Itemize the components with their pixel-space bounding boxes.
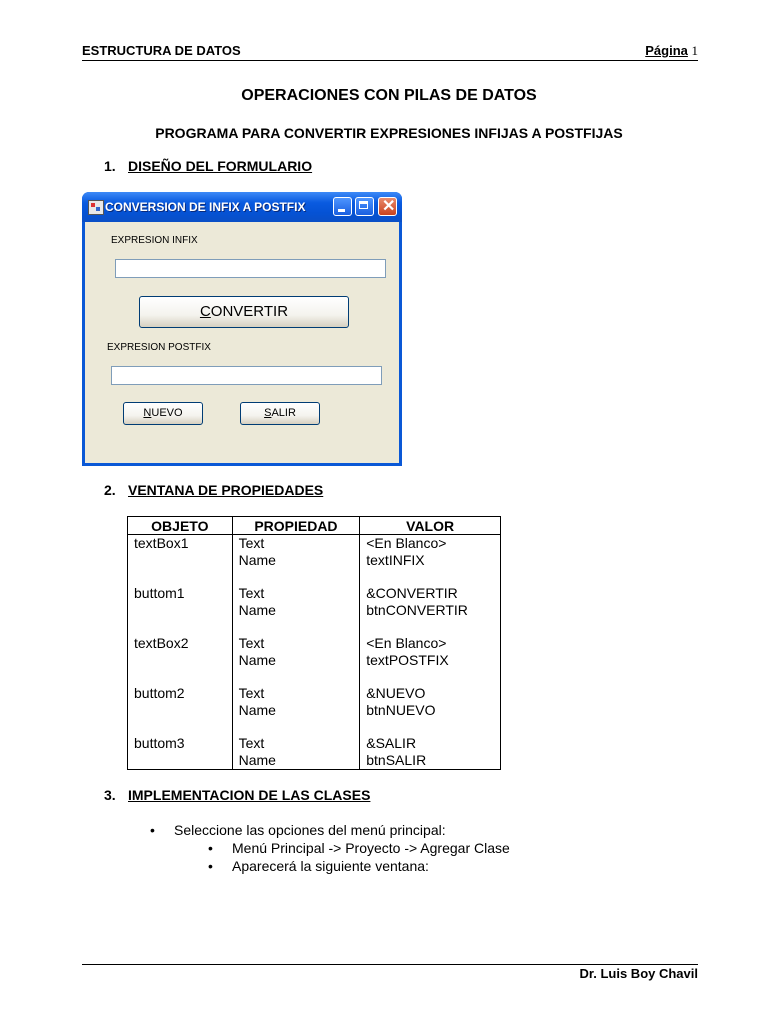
- property-cell: Text: [232, 535, 360, 553]
- salir-button[interactable]: [240, 402, 320, 425]
- property-cell: Text: [232, 585, 360, 602]
- header-page-label: Página: [645, 43, 688, 58]
- value-cell: &CONVERTIR: [360, 585, 501, 602]
- column-header: VALOR: [360, 517, 501, 535]
- table-header-row: [128, 517, 501, 535]
- header-page-number: 1: [691, 43, 698, 58]
- nuevo-mnemonic: N: [143, 407, 152, 419]
- minimize-icon[interactable]: [333, 197, 352, 216]
- close-icon[interactable]: ✕: [378, 197, 397, 216]
- table-row: [128, 652, 501, 669]
- nuevo-button[interactable]: [123, 402, 203, 425]
- postfix-label: EXPRESION POSTFIX: [107, 342, 211, 353]
- object-cell: buttom1: [128, 585, 233, 602]
- value-cell: textPOSTFIX: [360, 652, 501, 669]
- infix-input[interactable]: [115, 259, 386, 278]
- header-rule: [82, 60, 698, 61]
- bullet-text: Seleccione las opciones del menú principal:: [174, 822, 446, 838]
- postfix-input[interactable]: [111, 366, 382, 385]
- value-cell: <En Blanco>: [360, 635, 501, 652]
- value-cell: <En Blanco>: [360, 535, 501, 553]
- column-header: PROPIEDAD: [232, 517, 360, 535]
- value-cell: &NUEVO: [360, 685, 501, 702]
- footer-author: Dr. Luis Boy Chavil: [579, 966, 698, 981]
- form-title: CONVERSION DE INFIX A POSTFIX: [105, 200, 306, 214]
- table-row: [128, 535, 501, 553]
- object-cell: textBox2: [128, 635, 233, 652]
- convert-button[interactable]: [139, 296, 349, 328]
- document-subtitle: PROGRAMA PARA CONVERTIR EXPRESIONES INFIJAS A POSTFIJAS: [155, 125, 623, 141]
- value-cell: btnSALIR: [360, 752, 501, 770]
- value-cell: &SALIR: [360, 735, 501, 752]
- property-cell: Name: [232, 752, 360, 770]
- property-cell: Name: [232, 652, 360, 669]
- bullet-icon: •: [208, 840, 213, 856]
- header-course-title: ESTRUCTURA DE DATOS: [82, 43, 241, 58]
- object-cell: textBox1: [128, 535, 233, 553]
- convert-label: ONVERTIR: [210, 303, 289, 320]
- bullet-text: Aparecerá la siguiente ventana:: [232, 858, 429, 874]
- table-row: [128, 685, 501, 702]
- property-cell: Text: [232, 685, 360, 702]
- header-page: [645, 43, 698, 59]
- nuevo-label: UEVO: [151, 407, 183, 419]
- table-row: [128, 585, 501, 602]
- properties-table: [127, 516, 501, 770]
- table-row: [128, 552, 501, 569]
- table-row: [128, 702, 501, 719]
- convert-mnemonic: C: [199, 303, 211, 320]
- property-cell: Name: [232, 602, 360, 619]
- maximize-icon[interactable]: [355, 197, 374, 216]
- section-title: DISEÑO DEL FORMULARIO: [128, 158, 313, 174]
- table-row: [128, 635, 501, 652]
- section-title: IMPLEMENTACION DE LAS CLASES: [128, 787, 371, 803]
- section-2-heading: [104, 482, 323, 498]
- document-title: OPERACIONES CON PILAS DE DATOS: [241, 87, 537, 104]
- section-title: VENTANA DE PROPIEDADES: [128, 482, 324, 498]
- section-number: 1.: [104, 158, 116, 174]
- bullet-icon: •: [150, 822, 155, 838]
- bullet-text: Menú Principal -> Proyecto -> Agregar Clase: [232, 840, 510, 856]
- salir-mnemonic: S: [264, 407, 272, 419]
- value-cell: btnCONVERTIR: [360, 602, 501, 619]
- property-cell: Text: [232, 735, 360, 752]
- section-1-heading: [104, 158, 312, 174]
- infix-label: EXPRESION INFIX: [111, 235, 198, 246]
- property-cell: Text: [232, 635, 360, 652]
- form-titlebar: [82, 192, 402, 222]
- object-cell: buttom2: [128, 685, 233, 702]
- list-item: [208, 858, 429, 874]
- form-window: [82, 192, 402, 466]
- footer-rule: [82, 964, 698, 965]
- table-row: [128, 602, 501, 619]
- list-item: [150, 822, 446, 838]
- value-cell: btnNUEVO: [360, 702, 501, 719]
- property-cell: Name: [232, 552, 360, 569]
- bullet-icon: •: [208, 858, 213, 874]
- value-cell: textINFIX: [360, 552, 501, 569]
- section-3-heading: [104, 787, 370, 803]
- form-body: [85, 222, 399, 463]
- section-number: 2.: [104, 482, 116, 498]
- object-cell: buttom3: [128, 735, 233, 752]
- section-number: 3.: [104, 787, 116, 803]
- property-cell: Name: [232, 702, 360, 719]
- column-header: OBJETO: [128, 517, 233, 535]
- list-item: [208, 840, 510, 856]
- table-row: [128, 735, 501, 752]
- salir-label: ALIR: [271, 407, 296, 419]
- app-icon: [88, 200, 104, 215]
- table-row: [128, 752, 501, 770]
